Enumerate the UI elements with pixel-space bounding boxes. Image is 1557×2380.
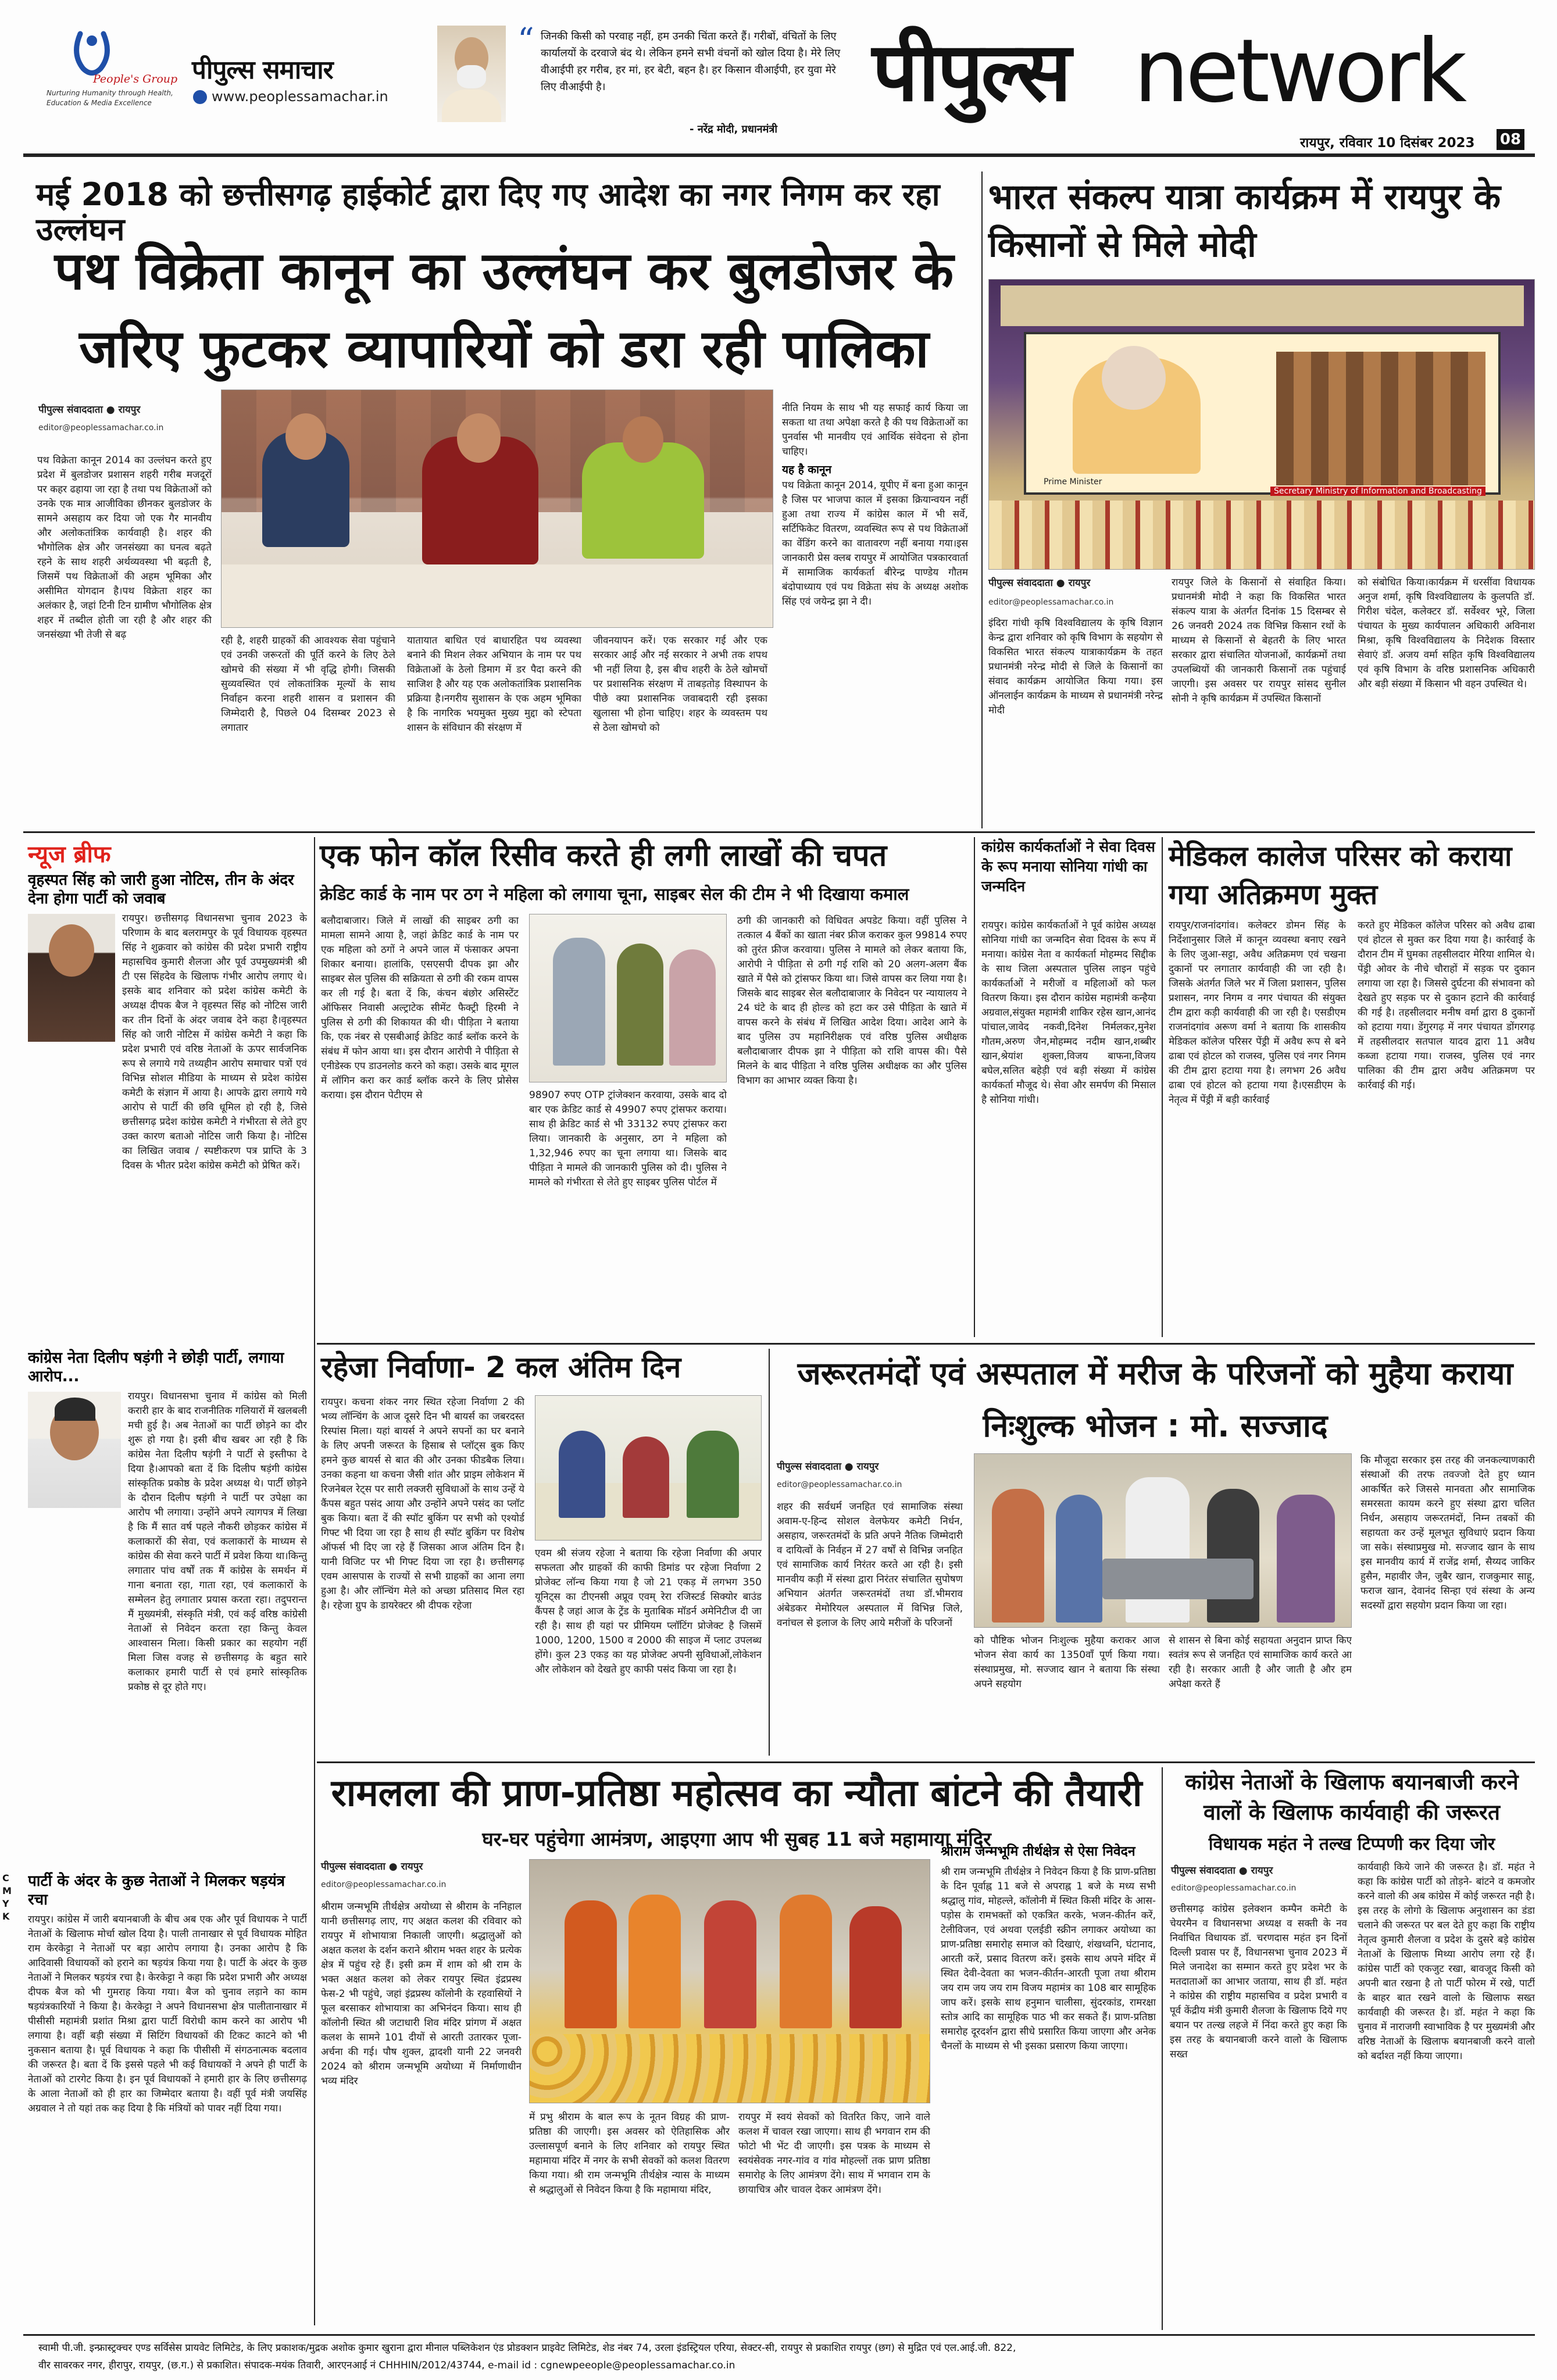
cyber-police-photo: [529, 914, 727, 1082]
footer-imprint-line-2: वीर सावरकर नगर, हीरापुर, रायपुर, (छ.ग.) से प्रकाशित। संपादक-मयंक तिवारी, आरएनआई नं CHHHIN/2012/43744, e-mail id : cgnewpeeople@peoplessamachar.co.in: [38, 2360, 735, 2371]
ram-column-2: में प्रभु श्रीराम के बाल रूप के नूतन विग्रह की प्राण-प्रतिष्ठा की जाएगी। इस अवसर को ऐतिहासिक और उल्लासपूर्ण बनाने के लिए शनिवार को रायपुर स्थित महामाया मंदिर में नगर के सभी सेवकों को कलश वितरण किया गया। श्री राम जन्मभूमि तीर्थक्षेत्र न्यास के माध्यम से श्रद्धालुओं से निवेदन किया है कि महामाया मंदिर,: [529, 2111, 730, 2196]
raheja-booking-photo: [535, 1395, 762, 1541]
group-name: People's Group: [93, 73, 178, 85]
news-brief-item-3-title: पार्टी के अंदर के कुछ नेताओं ने मिलकर षड़यंत्र रचा: [28, 1872, 285, 1909]
modi-column-3: को संबोधित किया।कार्यक्रम में धरसींवा विधायक अनुज शर्मा, कृषि विश्वविद्यालय के कुलपति डॉ. गिरीश चंदेल, कलेक्टर डॉ. सर्वेश्वर भूरे, जिला पंचायत के मुख्य कार्यपालन अधिकारी अविनाश मिश्रा, कृषि विश्वविद्यालय के निदेशक विस्तार सेवाएं डॉ. अजय वर्मा सहित कृषि विश्वविद्यालय एवं कृषि विभाग के वरिष्ठ प्रशासनिक अधिकारी और बड़ी संख्या में किसान भी वहन उपस्थित थे।: [1358, 577, 1535, 690]
page-number: 08: [1497, 129, 1524, 150]
ram-email[interactable]: editor@peoplessamachar.co.in: [321, 1880, 447, 1889]
news-brief-item-1-text: रायपुर। छत्तीसगढ़ विधानसभा चुनाव 2023 के परिणाम के बाद बलरामपुर के पूर्व विधायक वृहस्पत सिंह ने शुक्रवार को कांग्रेस की प्रदेश प्रभारी राष्ट्रीय महासचिव कुमारी शैलजा और पूर्व उपमुख्यमंत्री श्री टी एस सिंहदेव के खिलाफ गंभीर आरोप लगाए थे। इसके बाद शनिवार को प्रदेश कांग्रेस कमेटी के अध्यक्ष दीपक बैज ने वृहस्पत सिंह को नोटिस जारी कर तीन दिनों के अंदर जवाब देने कहा है।वृहस्पत सिंह को जारी नोटिस में कांग्रेस कमेटी ने कहा कि प्रदेश प्रभारी एवं वरिष्ठ नेताओं के ऊपर सार्वजनिक रूप से लगाये गये तथ्यहीन आरोप समाचार पत्रों एवं विभिन्न सोशल मीडिया के माध्यम से प्रदेश कांग्रेस कमेटी के संज्ञान में आया है। आपके द्वारा लगाये गये आरोप से पार्टी की छवि धूमिल हो रही है, जिसे छत्तीसगढ़ प्रदेश कांग्रेस कमेटी ने गंभीरता से लेते हुए उक्त कारण बताओ नोटिस जारी किया है। नोटिस का लिखित जवाब / स्पष्टीकरण पत्र प्राप्ति के 3 दिवस के भीतर प्रदेश कांग्रेस कमेटी को प्रेषित करें।: [122, 913, 307, 1171]
sonia-text: रायपुर। कांग्रेस कार्यकर्ताओं ने पूर्व कांग्रेस अध्यक्ष सोनिया गांधी का जन्मदिन सेवा दिवस के रूप में मनाया। कांग्रेस नेता व कार्यकर्ता मोहम्मद सिद्दीक के साथ जिला अस्पताल पुलिस लाइन पहुंचे कार्यकर्ताओं ने मरीजों व महिलाओं को फल वितरण किया। इस दौरान कांग्रेस महामंत्री कन्हैया अग्रवाल,संयुक्त महामंत्री शाकिर रहेस खान,आनंद पांचाल,जावेद नकवी,दिनेश निर्मलकर,मुनेश गौतम,अरुण जैन,मोहम्मद नदीम खान,शब्बीर खान,श्रेयांश शुक्ला,विजय बाफना,विजय बघेल,सलित बहेड़ी एवं बड़ी संख्या में कांग्रेस कार्यकर्ता मौजूद थे। सेवा और समर्पण की मिसाल है सोनिया गांधी।: [981, 920, 1156, 1106]
news-brief-item-3: [28, 1872, 307, 2325]
lead-column-1: पथ विक्रेता कानून 2014 का उल्लंघन करते हुए प्रदेश में बुलडोजर प्रशासन शहरी गरीब मजदूरों पर कहर ढहाया जा रहा है तथा पथ विक्रेताओं को उनके एक मात्र आजीविका छीनकर बुलडोजर के सामने असहाय कर दिया जो एक गैर मानवीय और अलोकतांत्रिक कार्यवाही है। शहर की भौगोलिक क्षेत्र और जनसंख्या का घनत्व बढ़ते रहने के साथ शहरी अर्थव्यवस्था भी बढ़ती है, जिसमें पथ विक्रेताओं की अहम भूमिका और असीमित योगदान है।पथ विक्रेता शहर का अलंकार है, जहां टिनी टिन ग्रामीण भौगोलिक क्षेत्र शहर में तब्दील होती जा रही है और शहर की जनसंख्या भी तेजी से बढ़: [37, 455, 212, 641]
issue-date: रायपुर, रविवार 10 दिसंबर 2023: [1300, 135, 1475, 151]
press-conference-photo: [221, 389, 773, 628]
sajjad-email[interactable]: editor@peoplessamachar.co.in: [777, 1480, 902, 1489]
ram-byline: पीपुल्स संवाददाता ● रायपुर: [321, 1861, 423, 1872]
divider-horizontal-2: [317, 1343, 1535, 1345]
raheja-headline: रहेजा निर्वाणा- 2 कल अंतिम दिन: [321, 1350, 681, 1384]
pm-quote-author: - नरेंद्र मोदी, प्रधानमंत्री: [690, 123, 777, 135]
sajjad-byline: पीपुल्स संवाददाता ● रायपुर: [777, 1461, 879, 1473]
mahant-column-2: कार्यवाही किये जाने की जरूरत है। डॉ. महंत ने कहा कि कांग्रेस पार्टी को तोड़ने- बांटने व कमजोर करने वालो की अब कांग्रेस में कोई जरूरत नही है। इस तरह के लोगो के खिलाफ अनुशासन का डंडा चलाने की जरूरत पर बल देते हुए कहा कि राष्ट्रीय नेतृत्व कुमारी शैलजा व प्रदेश के दुसरे बड़े कांग्रेस नेताओं के खिलाफ मिथ्या आरोप लगा रहे हैं। कांग्रेस पार्टी को एकजुट रखा, बावजूद किसी को अपनी बात रखना है तो पार्टी फोरम में रखे, पार्टी के बाहर बात रखने वालो के खिलाफ सख्त कार्यवाही की जरूरत है। डॉ. महंत ने कहा कि चुनाव में नाराजगी स्वाभाविक है पर मुख्यमंत्री और वरिष्ठ नेताओं के खिलाफ बयानबाजी करने वालो को बर्दाश्त नहीं किया जाएगा।: [1358, 1861, 1535, 2062]
dilip-shadangi-photo: [28, 1392, 121, 1508]
ram-headline: रामलला की प्राण-प्रतिष्ठा महोत्सव का न्यौता बांटने की तैयारी: [331, 1772, 1142, 1815]
sajjad-column-1a: शहर की सर्वधर्म जनहित एवं सामाजिक संस्था अवाम-ए-हिन्द सोशल वेलफेयर कमेटी निर्धन, असहाय, जरूरतमंदों के प्रति अपने नैतिक जिम्मेदारी व दायित्वों के निर्वहन में 27 वर्षों से विभिन्न जनहित एवं सामाजिक कार्य निरंतर करते आ रही है। इसी मानवीय कड़ी में संस्था द्वारा निरंतर संचालित सुपोषण अभियान अंतर्गत जरूरतमंदों तथा डॉ.भीमराव अंबेडकर मेमोरियल अस्पताल में विभिन्न जिले, वनांचल से इलाज के लिए आये मरीजों के परिजनों: [777, 1501, 963, 1629]
globe-icon: [193, 90, 207, 104]
lead-column-3: यातायात बाधित एवं बाधारहित पथ व्यवस्था बनाने की मिशन लेकर अभियान के नाम पर पथ विक्रेताओं के ठेलो डिमाग में डर पैदा करने की साजिश है और यह एक अलोकतांत्रिक प्रशासनिक प्रक्रिया है।नगरीय सुशासन के एक अहम भूमिका है कि नागरिक भयमुक्त मुख्य मुद्दा को स्टेपता शासन के संविधान की संरक्षण में: [407, 635, 581, 734]
news-brief-label: न्यूज ब्रीफ: [28, 841, 111, 868]
cyber-subhead: क्रेडिट कार्ड के नाम पर ठग ने महिला को लगाया चूना, साइबर सेल की टीम ने भी दिखाया कमाल: [320, 884, 909, 904]
network-title-english: network: [1134, 21, 1464, 122]
cyber-column-1-text: बलौदाबाजार। जिले में लाखों की साइबर ठगी का मामला सामने आया है, जहां क्रेडिट कार्ड के नाम पर एक महिला को ठगों ने अपने जाल में फंसाकर अपना शिकार बनाया। हालांकि, एसएसपी दीपक झा और साइबर सेल पुलिस की सक्रियता से ठगी की रकम वापस कर ली गई है। बता दें कि, कंचन बंछोर असिस्टेंट ऑफिसर निवासी अल्ट्राटेक सीमेंट फैक्ट्री हिरमी ने पुलिस से ठगी की शिकायत की थी। पीड़िता ने बताया कि, एक नंबर से एसबीआई क्रेडिट कार्ड ब्लॉक करने के संबंध में फोन आया था। इस दौरान आरोपी ने पीड़िता से एनीडेस्क एप डाउनलोड करने को कहा। उसके बाद मूगल में लॉगिन करा कर कार्ड ब्लॉक करने के लिए प्रोसेस कराया। इस दौरान पेटीएम से: [321, 915, 519, 1101]
divider-vertical-mid-2: [1162, 837, 1163, 1337]
lead-headline: पथ विक्रेता कानून का उल्लंघन कर बुलडोजर के जरिए फुटकर व्यापारियों को डरा रही पालिका: [54, 241, 954, 380]
medical-column-1: रायपुर/राजनांदगांव। कलेक्टर डोमन सिंह के निर्देशानुसार जिले में कानून व्यवस्था बनाए रखने के लिए जुआ-सट्टा, अवैध अतिक्रमण एवं चखना दुकानों पर लगातार कार्यवाही की जा रही है। जिसके अंतर्गत जिले भर में जिला प्रशासन, पुलिस प्रशासन, नगर निगम व नगर पंचायत की संयुक्त टीम द्वारा कड़ी कार्यवाही की जा रही है। एसडीएम राजनांदगांव अरूण वर्मा ने बताया कि शासकीय मेडिकल कॉलेज परिसर पेंड्री में अवैध रूप से बने ढाबा एवं होटल को राजस्व, पुलिस एवं नगर निगम की टीम द्वारा हटाया गया है। लगभग 26 अवैध ढाबा एवं होटल को हटाया गया है।एसडीएम के नेतृत्व में पेंड्री में बड़ी कार्रवाई: [1169, 920, 1346, 1106]
mahant-column-1: छत्तीसगढ़ कांग्रेस इलेक्शन कम्पैन कमेटी के चेयरमैन व विधानसभा अध्यक्ष व सक्ती के नव निर्वाचित विधायक डॉ. चरणदास महंत इन दिनों दिल्ली प्रवास पर हैं, विधानसभा चुनाव 2023 में मिले जनादेश का सम्मान करते हुए प्रदेश भर के मतदाताओं का आभार जताया, साथ ही डॉ. महंत ने कांग्रेस की राष्ट्रीय महासचिव व प्रदेश प्रभारी व पूर्व केंद्रीय मंत्री कुमारी शैलजा के खिलाफ दिये गए बयान पर तल्ख लहजे में निंदा करते हुए कहा कि इस तरह के बयानबाजी करने वालो के खिलाफ सख्त: [1170, 1903, 1347, 2060]
sajjad-column-2: से शासन से बिना कोई सहायता अनुदान प्राप्त किए स्वतंत्र रूप से जनहित एवं सामाजिक कार्य करते आ रही है। सरकार आती है और जाती है और हम अपेक्षा करते हैं: [1169, 1635, 1352, 1690]
lead-subhead-law: यह है कानून: [782, 463, 832, 476]
ram-side-box: [941, 1843, 1156, 2330]
modi-byline: पीपुल्स संवाददाता ● रायपुर: [988, 577, 1091, 589]
footer-imprint-line-1: स्वामी पी.जी. इन्फ्रास्ट्रक्चर एण्ड सर्विसेस प्रायवेट लिमिटेड, के लिए प्रकाशक/मुद्रक अशोक कुमार खुराना द्वारा मीनाल पब्लिकेशन एंड प्रोडक्शन प्राइवेट लिमिटेड, शेड नंबर 74, उरला इंडस्ट्रियल एरिया, सेक्टर-सी, रायपुर से प्रकाशित रायपुर (छग) से मुद्रित एवं एल.आई.जी. 822,: [38, 2342, 1016, 2354]
medical-column-2: करते हुए मेडिकल कॉलेज परिसर को अवैध ढाबा एवं होटल से मुक्त कर दिया गया है। कार्रवाई के दौरान टीम में घुमका तहसीलदार मेरिया शामिल थे। पेंड्री ओवर के नीचे चौराहों में सड़क पर दुकान लगाया जा रहा है। जिससे दुर्घटना की संभावना को देखते हुए सड़क पर से दुकान हटाने की कार्रवाई की गई है। तहसीलदार मनीष वर्मा द्वारा 8 दुकानों को हटाया गया। डेंगुरगढ़ में नगर पंचायत डोंगरगढ़ में तहसीलदार सतपाल यादव द्वारा 11 अवैध कब्जा हटाया गया। राजस्व, पुलिस एवं नगर पालिका की टीम द्वारा अवैध अतिक्रमण पर कार्रवाई की गई।: [1358, 920, 1535, 1091]
network-title-hindi: पीपुल्स: [872, 25, 1069, 120]
divider-vertical-mid: [974, 837, 975, 1337]
raheja-column-1: रायपुर। कचना शंकर नगर स्थित रहेजा निर्वाणा 2 की भव्य लॉन्चिंग के आज दूसरे दिन भी बायर्स का जबरदस्त रिस्पांस मिला। यहां बायर्स ने अपने सपनों का घर बनाने के लिए अपनी जरूरत के हिसाब से प्लॉट्स बुक किए हमने कुछ बायर्स से बात की और उनका फीडबैक लिया। उनका कहना था कचना जैसी शांत और प्राइम लोकेशन में रिजनेबल रेट्स पर सारी लक्जरी सुविधाओं के साथ उन्हें ये कैंपस बहुत पसंद आया और उन्होंने अपने पसंद का प्लॉट बुक किया। बता दें की स्पॉट बुकिंग पर सभी को एश्योर्ड गिफ्ट भी दिया जा रहा है साथ ही स्पॉट बुकिंग पर विशेष ऑफर्स भी दिए जा रहे हैं जिसका आज अंतिम दिन है। यानी विजिट पर भी गिफ्ट दिया जा रहा है। छत्तीसगढ़ एवम आसपास के राज्यों से सभी ग्राहकों का आना लगा हुआ है। और लॉन्चिंग मेले को अच्छा प्रतिसाद मिल रहा है। रहेजा ग्रुप के डायरेक्टर श्री दीपक रहेजा: [321, 1396, 524, 1611]
sonia-headline: कांग्रेस कार्यकर्ताओं ने सेवा दिवस के रूप मनाया सोनिया गांधी का जन्मदिन: [981, 838, 1155, 895]
cyber-column-3: ठगी की जानकारी को विधिवत अपडेट किया। वहीं पुलिस ने तत्काल 4 बैंकों का खाता नंबर फ्रीज कराकर कुल 99814 रुपए को तुरंत फ्रीज करवाया। पुलिस ने मामले को लेकर बताया कि, आरोपी ने पीड़िता से ठगी गई राशि को 20 अलग-अलग बैंक खाते में पैसे को ट्रांसफर किया था। जिसे वापस कर लिया गया है। जिसके बाद साइबर सेल बलौदाबाजार के निवेदन पर न्यायालय ने 24 घंटे के बाद ही होल्ड को हटा कर उसे पीड़िता के खाते में वापस करने के संबंध में लिखित आदेश दिया। आदेश आने के बाद पुलिस उप महानिरीक्षक एवं वरिष्ठ पुलिस अधीक्षक बलौदाबाजार दीपक झा ने पीड़िता को राशि वापस की। पैसे मिलने के बाद पीड़िता ने वरिष्ठ पुलिस अधीक्षक का और पुलिस विभाग का आभार व्यक्त किया है।: [737, 915, 967, 1087]
divider-vertical-right: [981, 171, 983, 828]
modi-email[interactable]: editor@peoplessamachar.co.in: [988, 598, 1114, 607]
screen-banner: Secretary Ministry of Information and Broadcasting: [1270, 487, 1485, 496]
modi-headline: भारत संकल्प यात्रा कार्यक्रम में रायपुर के किसानों से मिले मोदी: [988, 177, 1501, 265]
food-distribution-photo: [974, 1453, 1352, 1628]
divider-vertical-mid-4: [1162, 1767, 1163, 2330]
modi-event-photo: [988, 279, 1535, 570]
quote-mark-icon: “: [517, 22, 534, 59]
masthead-rule: [23, 153, 1535, 157]
pm-quote: जिनकी किसी को परवाह नहीं, हम उनकी चिंता करते हैं। गरीबों, वंचितों के लिए कार्यालयों के दरवाजे बंद थे। लेकिन हमने सभी वंचनों को खोल दिया है। मेरे लिए वीआईपी हर गरीब, हर मां, हर बेटी, बहन है। हर किसान वीआईपी, हर युवा मेरे लिए वीआईपी है।: [541, 30, 841, 93]
mahant-subhead: विधायक महंत ने तल्ख टिप्पणी कर दिया जोर: [1208, 1834, 1495, 1854]
cyber-column-1: [321, 914, 519, 1338]
sajjad-column-1b: को पौष्टिक भोजन निःशुल्क मुहैया कराकर आज भोजन सेवा कार्य का 1350वाँ पूर्ण किया गया। संस्थाप्रमुख, मो. सज्जाद खान ने बताया कि संस्था अपने सहयोग: [974, 1635, 1160, 1690]
mahant-email[interactable]: editor@peoplessamachar.co.in: [1171, 1884, 1297, 1893]
news-brief-item-2-title: कांग्रेस नेता दिलीप षड़ंगी ने छोड़ी पार्टी, लगाया आरोप...: [28, 1349, 284, 1385]
paper-logo: पीपुल्स समाचार: [192, 55, 333, 85]
divider-horizontal-3: [317, 1761, 1535, 1763]
kalash-ceremony-photo: [529, 1859, 930, 2103]
lead-column-5: [782, 401, 968, 860]
ram-subhead: घर-घर पहुंचेगा आमंत्रण, आइएगा आप भी सुबह 11 बजे महामाया मंदिर: [482, 1828, 991, 1850]
news-brief-item-3-text: रायपुर। कांग्रेस में जारी बयानबाजी के बीच अब एक और पूर्व विधायक ने पार्टी नेताओं के खिलाफ मोर्चा खोल दिया है। पाली तानाखार से पूर्व विधायक मोहित राम केरकेट्टा ने नेताओं पर बड़ा आरोप लगाया है। उनका आरोप है कि आदिवासी विधायकों को हराने का षड़यंत्र किया गया है। पार्टी के अंदर के कुछ नेताओं ने मिलकर षड़यंत्र रचा है। केरकेट्टा ने कहा कि प्रदेश प्रभारी और अध्यक्ष दीपक बैज को भी गुमराह किया गया। बैज को चुनाव लड़ाने का काम षड़यंत्रकारियों ने किया है। केरकेट्टा ने अपने विधानसभा क्षेत्र पालीतानाखार में पीसीसी महामंत्री प्रशांत मिश्रा द्वारा पार्टी विरोधी काम करने का आरोप भी लगाया है। वहीं बड़ी संख्या में सिटिंग विधायकों की टिकट काटने को भी नुकसान बताया है। पूर्व विधायक ने कहा कि पीसीसी में संगठनात्मक बदलाव की जरूरत है। बता दें कि इससे पहले भी कई विधायकों ने अपने ही पार्टी के नेताओं को टारगेट किया है। इन पूर्व विधायकों ने हमारी हार के लिए छत्तीसगढ़ के आला नेताओं को ही हार का जिम्मेदार बताया है। वहीं पूर्व मंत्री जयसिंह अग्रवाल ने तो यहां तक कह दिया है कि मंत्रियों को पावर नहीं दिया गया।: [28, 1914, 307, 2114]
footer-rule: [23, 2334, 1535, 2336]
ram-column-3: रायपुर में स्वयं सेवकों को वितरित किए, जाने वाले कलश में चावल रखा जाएगा। साथ ही भगवान राम की फोटो भी भेंट दी जाएगी। इस पत्रक के माध्यम से स्वयंसेवक नगर-गांव व गांव मोहल्लों तक प्राण प्रतिष्ठा समारोह के लिए आमंत्रण देंगे। साथ में भगवान राम के छायाचित्र और चावल देकर आमंत्रण देंगे।: [738, 2111, 930, 2196]
sajjad-column-3: कि मौजूदा सरकार इस तरह की जनकल्याणकारी संस्थाओं की तरफ तवज्जो देते हुए ध्यान आकर्षित करे जिससे मानवता और सामाजिक समरसता कायम करने हुए संस्था द्वारा चलित निर्धन, असहाय जरूरतमंदों, निम्न तबकों की सहायता कर उन्हें मूलभूत सुविधाएं प्रदान किया जा सके। संस्थाप्रमुख मो. सज्जाद खान के साथ इस मानवीय कार्य में राजेंद्र शर्मा, सैय्यद जाकिर हुसैन, महावीर जैन, जुबैर खान, राजकुमार साहू, फराज खान, देवानंद सिन्हा एवं संस्था के अन्य सदस्यों द्वारा सहयोग प्रदान किया जा रहा।: [1360, 1455, 1535, 1611]
lead-byline: पीपुल्स संवाददाता ● रायपुर: [38, 404, 141, 416]
lead-column-5a: नीति नियम के साथ भी यह सफाई कार्य किया जा सकता था तथा अपेक्षा करते है की पथ विक्रेताओं का पुनर्वास भी मानवीय एवं आर्थिक संवेदना से होना चाहिए।: [782, 402, 968, 458]
divider-vertical-mid-3: [769, 1349, 770, 1756]
lead-column-2: रही है, शहरी ग्राहकों की आवश्यक सेवा पहुंचाने एवं उनकी जरूरतों की पूर्ति करने के लिए ठेले खोमचे की संख्या में भी वृद्धि होगी। जिसकी सुव्यवस्थित एवं लोकतांत्रिक मूल्यों के साथ निर्वाहन करना शहरी शासन व प्रशासन की जिम्मेदारी है, पिछले 04 दिसम्बर 2023 से लगातार: [221, 635, 395, 734]
modi-column-2: रायपुर जिले के किसानों से संवाहित किया।प्रधानमंत्री मोदी ने कहा कि विकसित भारत संकल्प यात्रा के अंतर्गत दिनांक 15 दिसम्बर से 26 जनवरी 2024 तक विभिन्न किसान रथों के माध्यम से किसानों से बेहतरी के लिए भारत सरकार द्वारा संचालित योजनाओं, कार्यक्रमों तथा उपलब्धियों की जानकारी किसानों तक पहुंचाई जाएगी। इस अवसर पर रायपुर सांसद सुनील सोनी ने कृषि कार्यक्रम में उपस्थित किसानों: [1172, 577, 1346, 705]
mahant-byline: पीपुल्स संवाददाता ● रायपुर: [1171, 1865, 1273, 1877]
cmyk-marker: C M Y K: [2, 1872, 12, 1922]
divider-vertical-left: [314, 837, 315, 2325]
mahant-headline: कांग्रेस नेताओं के खिलाफ बयानबाजी करने वालों के खिलाफ कार्यवाही की जरूरत: [1185, 1770, 1519, 1825]
medical-headline: मेडिकल कालेज परिसर को कराया गया अतिक्रमण मुक्त: [1169, 840, 1512, 911]
modi-portrait: [437, 26, 506, 122]
news-brief-item-2: [28, 1349, 307, 1860]
cyber-column-2: 98907 रुपए OTP ट्रांजेक्शन करवाया, उसके बाद दो बार एक क्रेडिट कार्ड से 49907 रुपए ट्रांसफर कराया। साथ ही क्रेडिट कार्ड से भी 33132 रुपए ट्रांसफर करा लिया। जानकारी के अनुसार, ठग ने महिला को 1,32,946 रुपए का चूना लगाया था। जिसके बाद पीड़िता ने मामले की जानकारी पुलिस को दी। पुलिस ने मामले को गंभीरता से लेते हुए साइबर पुलिस पोर्टल में: [529, 1089, 727, 1188]
lead-kicker: मई 2018 को छत्तीसगढ़ हाईकोर्ट द्वारा दिए गए आदेश का नगर निगम कर रहा उल्लंघन: [36, 176, 940, 248]
divider-horizontal-1: [23, 831, 1535, 833]
ram-box-title: श्रीराम जन्मभूमि तीर्थक्षेत्र से ऐसा निवेदन: [941, 1844, 1135, 1859]
group-tagline: Nurturing Humanity through Health, Education & Media Excellence: [47, 89, 173, 107]
news-brief-item-1: [28, 871, 307, 1336]
masthead: [0, 0, 1557, 157]
modi-column-1: इंदिरा गांधी कृषि विश्वविद्यालय के कृषि विज्ञान केन्द्र द्वारा शनिवार को कृषि विभाग के सहयोग से विकसित भारत संकल्प यात्राकार्यक्रम के तहत प्रधानमंत्री नरेन्द्र मोदी से जिले के किसानों का संवाद कार्यक्रम आयोजित किया गया। इस ऑनलाईन कार्यक्रम के माध्यम से प्रधानमंत्री नरेन्द्र मोदी: [988, 617, 1163, 716]
lead-email[interactable]: editor@peoplessamachar.co.in: [38, 423, 164, 433]
ram-column-1: श्रीराम जन्मभूमि तीर्थक्षेत्र अयोध्या से श्रीराम के ननिहाल यानी छत्तीसगढ़ लाए, गए अक्षत कलश की रविवार को रायपुर में शोभायात्रा निकाली जाएगी। श्रद्धालुओं को अक्षत कलश के दर्शन कराने श्रीराम भक्त शहर के प्रत्येक क्षेत्र में पहुंच रहे हैं। इसी क्रम में शाम को श्री राम के भक्त अक्षत कलश को लेकर रायपुर स्थित इंद्रप्रस्थ फेस-2 भी पहुंचे, जहां इंद्रप्रस्थ कॉलोनी के रहवासियों ने फूल बरसाकर शोभायात्रा का अभिनंदन किया। साथ ही कॉलोनी स्थित श्री जटाधारी शिव मंदिर प्रांगण में अक्षत कलश के सामने 101 दीयों से आरती उतारकर पूजा-अर्चना की गई। पौष शुक्ल, द्वादशी यानी 22 जनवरी 2024 को श्रीराम जन्मभूमि अयोध्या में निर्माणाधीन भव्य मंदिर: [321, 1901, 522, 2087]
cyber-headline: एक फोन कॉल रिसीव करते ही लगी लाखों की चपत: [320, 838, 887, 873]
vrihaspat-singh-photo: [28, 914, 115, 1042]
news-brief-item-1-title: वृहस्पत सिंह को जारी हुआ नोटिस, तीन के अंदर देना होगा पार्टी को जवाब: [28, 871, 294, 907]
ram-box-text: श्री राम जन्मभूमि तीर्थक्षेत्र ने निवेदन किया है कि प्राण-प्रतिष्ठा के दिन पूर्वाह्न 11 बजे से अपराह्न 1 बजे के मध्य सभी श्रद्धालु गांव, मोहल्ले, कॉलोनी में स्थित किसी मंदिर के आस-पड़ोस के रामभक्तों को एकत्रित करके, भजन-कीर्तन करें, टेलीविजन, एवं अथवा एलईडी स्क्रीन लगाकर अयोध्या का प्राण-प्रतिष्ठा समारोह समाज को दिखाएं, शंखध्वनि, घंटानाद, आरती करें, प्रसाद वितरण करें। इसके साथ अपने मंदिर में स्थित देवी-देवता का भजन-कीर्तन-आरती पूजा तथा श्रीराम जय राम जय जय राम विजय महामंत्र का 108 बार सामूहिक जाप करें। इसके साथ हनुमान चालीसा, सुंदरकांड, रामरक्षा स्तोत्र आदि का सामूहिक पाठ भी कर सकते हैं। प्राण-प्रतिष्ठा समारोह दूरदर्शन द्वारा सीधे प्रसारित किया जाएगा और अनेक चैनलों के माध्यम से भी इसका प्रसारण किया जाएगा।: [941, 1866, 1156, 2052]
raheja-column-2: एवम श्री संजय रहेजा ने बताया कि रहेजा निर्वाणा की अपार सफलता और ग्राहकों की काफी डिमांड पर रहेजा निर्वाणा 2 प्रोजेक्ट लॉन्च किया गया है जो 21 एकड़ में लगभग 350 यूनिट्स का टीएनसी अप्रूव एवम् रेरा रजिस्टर्ड सिक्योर बाउंड कैंपस है जहां आज के ट्रेंड के मुताबिक मॉडर्न अमेनिटीज दी जा रही है। साथ ही यहां पर प्रीमियम प्लॉटिंग प्रोजेक्ट है जिसमें 1000, 1200, 1500 व 2000 की साइज में प्लाट उपलब्ध होंगे। कुल 23 एकड़ का यह प्रोजेक्ट अपनी सुविधाओं,लोकेशन और लोकेशन को देखते हुए काफी पसंद किया जा रहा है।: [535, 1548, 762, 1675]
lead-column-5b: पथ विक्रेता कानून 2014, यूपीए में बना हुआ कानून है जिस पर भाजपा काल में इसका क्रियान्वयन नहीं हुआ तथा राज्य में कांग्रेस काल में भी सर्वे, सर्टिफिकेट वितरण, व्यवस्थित रूप से पथ विक्रेताओं का वेंडिंग करने का वातावरण नहीं बनाया गया।इस जानकारी प्रेस क्लब रायपुर में आयोजित पत्रकारवार्ता में सामाजिक कार्यकर्ता बीरेन्द्र पाण्डेय गौतम बंदोपाध्याय एवं पथ विक्रेता संघ के अध्यक्ष अशोक सिंह एवं जयेन्द्र झा ने दी।: [782, 480, 968, 607]
lead-column-4: जीवनयापन करें। एक सरकार गई और एक सरकार आई और नई सरकार ने अभी तक शपथ भी नहीं लिया है, इस बीच शहरी के ठेले खोमचों पर प्रशासनिक संरक्षण में ताबड़तोड़ विस्थापन के पीछे क्या प्रशासनिक जवाबदारी रही इसका खुलासा भी होना चाहिए। शहर के व्यवस्तम पथ से ठेला खोमचो को: [593, 635, 767, 734]
website-link[interactable]: www.peoplessamachar.in: [212, 88, 388, 105]
screen-caption: Prime Minister: [1044, 477, 1102, 487]
news-brief-item-2-text: रायपुर। विधानसभा चुनाव में कांग्रेस को मिली करारी हार के बाद राजनीतिक गलियारों में खलबली मची हुई है। अब नेताओं का पार्टी छोड़ने का दौर शुरू हो गया है। इसी बीच खबर आ रही है कि कांग्रेस नेता दिलीप षड़ंगी ने पार्टी से इस्तीफा दे दिया है।आपको बता दें कि दिलीप षड़ंगी कांग्रेस सांस्कृतिक प्रकोष्ठ के प्रदेश अध्यक्ष थे। पार्टी छोड़ने के दौरान दिलीप षड़ंगी ने पार्टी पर उपेक्षा का आरोप भी लगाया। उन्होंने अपने त्यागपत्र में लिखा है कि मैं सात वर्ष पहले नौकरी छोड़कर कांग्रेस में कलाकारों की सेवा, एवं कलाकारों के माध्यम से कांग्रेस की सेवा करने पार्टी में प्रवेश किया था।किन्तु लगातार पांच वर्षों तक मैं कांग्रेस के समर्थन में गाना बनाता रहा, गाता रहा, एवं कलाकारों के सम्मेलन हेतु लगातार प्रयास करता रहा। तदुपरान्त मैं मुख्यमंत्री, संस्कृति मंत्री, एवं कई वरिष्ठ कांग्रेसी नेताओं से निवेदन करता रहा किन्तु केवल आश्वासन मिला। किसी प्रकार का सहयोग नहीं मिला जिस वजह से छत्तीसगढ़ के बहुत सारे कलाकार हमारी पार्टी से एवं हमारे सांस्कृतिक प्रकोष्ठ से दूर होते गए।: [128, 1391, 307, 1693]
sajjad-headline: जरूरतमंदों एवं अस्पताल में मरीज के परिजनों को मुहैया कराया निःशुल्क भोजन : मो. सज्जाद: [797, 1355, 1513, 1444]
